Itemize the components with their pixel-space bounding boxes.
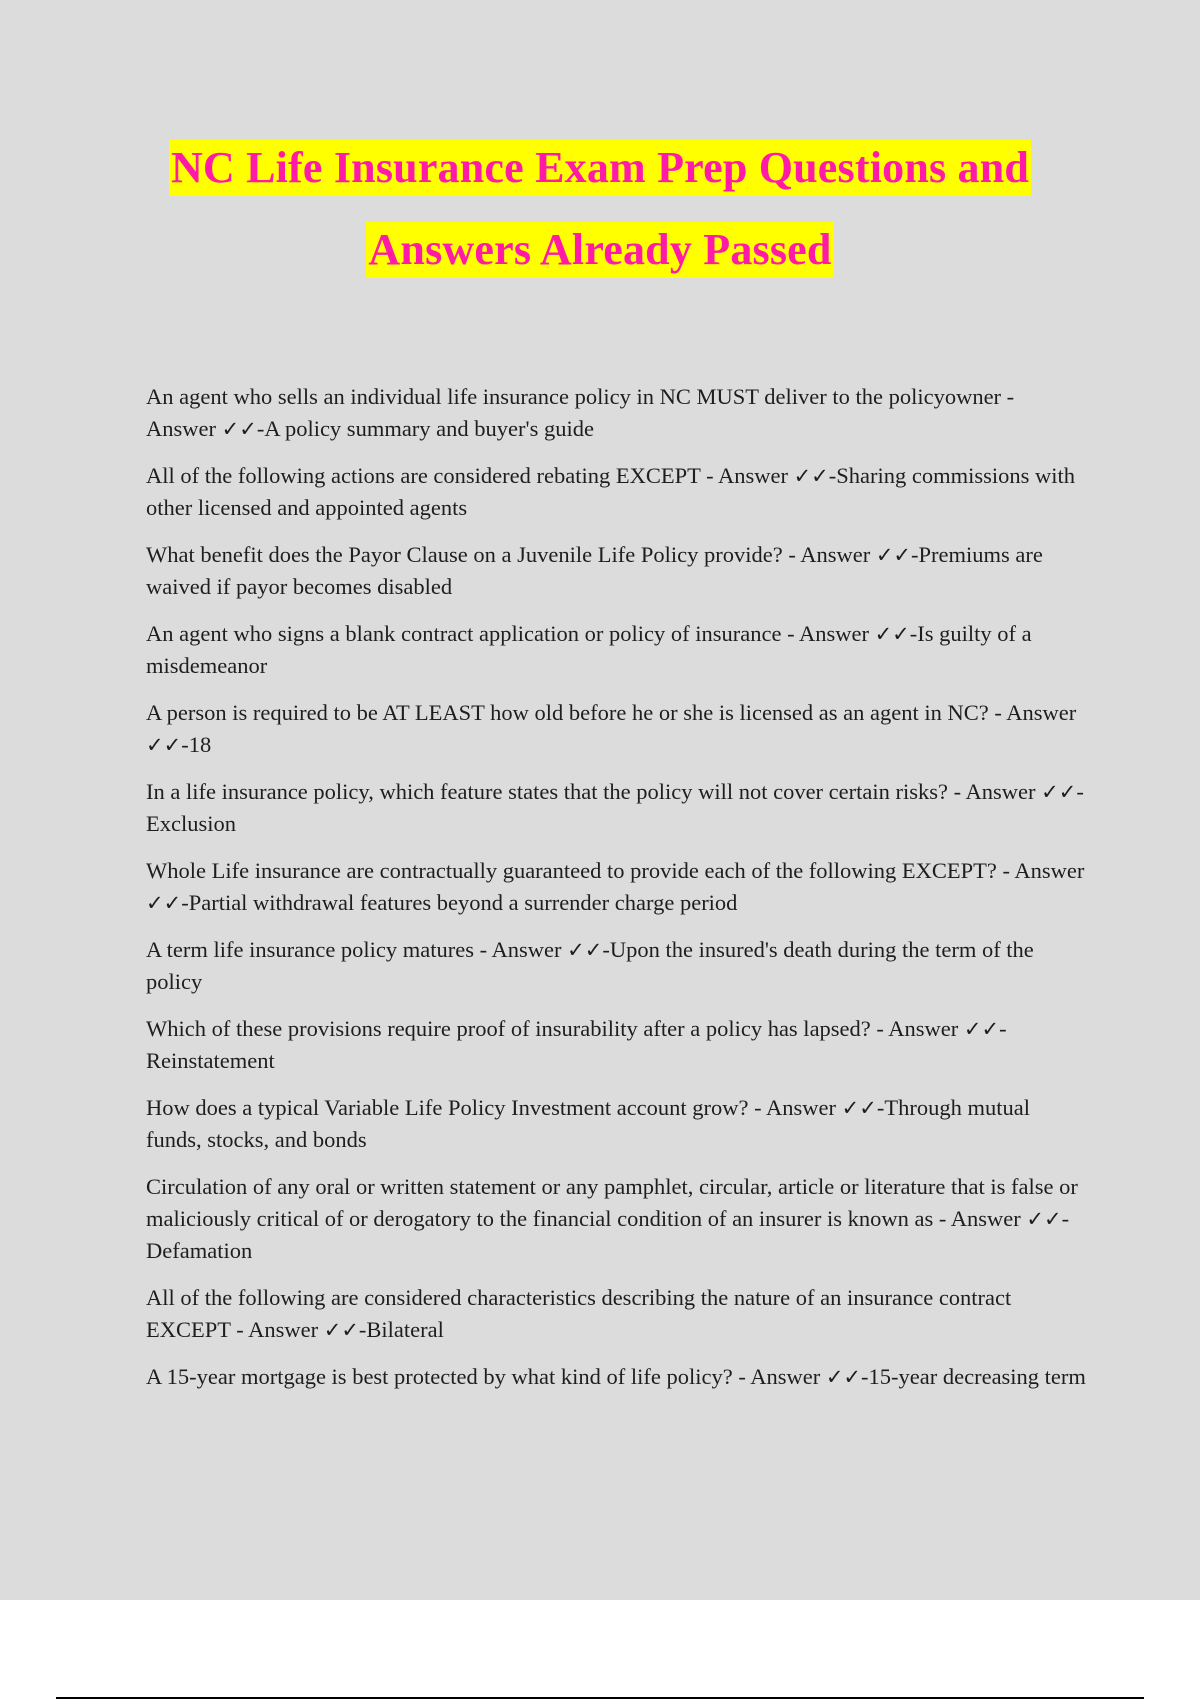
qa-item: In a life insurance policy, which feature states that the policy will not cover certain risks? - Answer ✓✓-Exclusion xyxy=(146,779,1084,836)
qa-item: A person is required to be AT LEAST how old before he or she is licensed as an agent in NC? - Answer ✓✓-18 xyxy=(146,700,1077,757)
question-text: A 15-year mortgage is best protected by what kind of life policy? - xyxy=(146,1364,746,1389)
double-check-icon: ✓✓ xyxy=(875,543,912,567)
qa-item: A term life insurance policy matures - Answer ✓✓-Upon the insured's death during the term of the policy xyxy=(146,937,1034,994)
double-check-icon: ✓✓ xyxy=(1026,1207,1062,1231)
question-text: Circulation of any oral or written statement or any pamphlet, circular, article or literature that is false or maliciously critical of or derogatory to the financial condition of an insurer is known as - xyxy=(146,1174,1078,1231)
answer-text: Exclusion xyxy=(146,811,236,836)
double-check-icon: ✓✓ xyxy=(146,733,182,757)
answer-label: Answer xyxy=(888,1016,959,1041)
question-text: Whole Life insurance are contractually guaranteed to provide each of the following EXCEPT? - xyxy=(146,858,1011,883)
double-check-icon: ✓✓ xyxy=(1041,780,1077,804)
answer-text: 15-year decreasing term xyxy=(868,1364,1086,1389)
answer-label: Answer xyxy=(798,621,869,646)
answer-text: Bilateral xyxy=(366,1317,444,1342)
answer-label: Answer xyxy=(950,1206,1021,1231)
qa-item: Circulation of any oral or written statement or any pamphlet, circular, article or literature that is false or maliciously critical of or derogatory to the financial condition of an insurer is known as - Answer ✓✓-Defamation xyxy=(146,1174,1078,1263)
answer-label: Answer xyxy=(717,463,788,488)
qa-item: Whole Life insurance are contractually guaranteed to provide each of the following EXCEPT? - Answer ✓✓-Partial withdrawal features beyond a surrender charge period xyxy=(146,858,1085,915)
answer-text: Upon the insured's death during the term of the policy xyxy=(146,937,1034,994)
question-text: All of the following actions are considered rebating EXCEPT - xyxy=(146,463,714,488)
answer-text: A policy summary and buyer's guide xyxy=(264,416,594,441)
answer-text: Reinstatement xyxy=(146,1048,275,1073)
double-check-icon: ✓✓ xyxy=(567,938,603,962)
footer-divider xyxy=(56,1697,1144,1699)
title-line-2: Answers Already Passed xyxy=(366,222,833,278)
qa-item: All of the following actions are considered rebating EXCEPT - Answer ✓✓-Sharing commissions with other licensed and appointed agents xyxy=(146,463,1076,520)
question-answer-list xyxy=(146,381,1086,1408)
answer-label: Answer xyxy=(1014,858,1085,883)
answer-label: Answer xyxy=(750,1364,821,1389)
double-check-icon: ✓✓ xyxy=(841,1096,877,1120)
answer-label: Answer xyxy=(491,937,562,962)
double-check-icon: ✓✓ xyxy=(793,464,829,488)
qa-item: Which of these provisions require proof of insurability after a policy has lapsed? - Answer ✓✓-Reinstatement xyxy=(146,1016,1007,1073)
double-check-icon: ✓✓ xyxy=(221,417,257,441)
answer-label: Answer xyxy=(766,1095,837,1120)
answer-label: Answer xyxy=(248,1317,319,1342)
double-check-icon: ✓✓ xyxy=(825,1365,862,1389)
qa-item: An agent who sells an individual life insurance policy in NC MUST deliver to the policyowner - Answer ✓✓-A policy summary and buyer's guide xyxy=(146,384,1015,441)
question-text: All of the following are considered characteristics describing the nature of an insurance contract EXCEPT - xyxy=(146,1285,1012,1342)
answer-text: Is guilty of a misdemeanor xyxy=(146,621,1032,678)
answer-label: Answer xyxy=(965,779,1036,804)
question-text: A term life insurance policy matures - xyxy=(146,937,488,962)
double-check-icon: ✓✓ xyxy=(874,622,910,646)
question-text: An agent who sells an individual life insurance policy in NC MUST deliver to the policyowner - xyxy=(146,384,1015,409)
question-text: What benefit does the Payor Clause on a Juvenile Life Policy provide? - xyxy=(146,542,796,567)
answer-label: Answer xyxy=(800,542,871,567)
page-title xyxy=(0,140,1200,304)
qa-item: All of the following are considered characteristics describing the nature of an insurance contract EXCEPT - Answer ✓✓-Bilateral xyxy=(146,1285,1012,1342)
double-check-icon: ✓✓ xyxy=(323,1318,359,1342)
answer-text: Sharing commissions with other licensed and appointed agents xyxy=(146,463,1076,520)
double-check-icon: ✓✓ xyxy=(146,891,182,915)
qa-item: What benefit does the Payor Clause on a Juvenile Life Policy provide? - Answer ✓✓-Premiums are waived if payor becomes disabled xyxy=(146,542,1043,599)
qa-item: A 15-year mortgage is best protected by what kind of life policy? - Answer ✓✓-15-year decreasing term xyxy=(146,1364,1086,1389)
answer-text: Premiums are waived if payor becomes disabled xyxy=(146,542,1043,599)
question-text: In a life insurance policy, which feature states that the policy will not cover certain risks? - xyxy=(146,779,962,804)
answer-label: Answer xyxy=(1006,700,1077,725)
qa-item: An agent who signs a blank contract application or policy of insurance - Answer ✓✓-Is guilty of a misdemeanor xyxy=(146,621,1032,678)
question-text: A person is required to be AT LEAST how old before he or she is licensed as an agent in NC? - xyxy=(146,700,1002,725)
qa-item: How does a typical Variable Life Policy Investment account grow? - Answer ✓✓-Through mutual funds, stocks, and bonds xyxy=(146,1095,1030,1152)
answer-label: Answer xyxy=(146,416,216,441)
answer-text: 18 xyxy=(188,732,212,757)
question-text: Which of these provisions require proof of insurability after a policy has lapsed? - xyxy=(146,1016,884,1041)
double-check-icon: ✓✓ xyxy=(963,1017,1000,1041)
question-text: An agent who signs a blank contract application or policy of insurance - xyxy=(146,621,795,646)
answer-text: Defamation xyxy=(146,1238,253,1263)
title-line-1: NC Life Insurance Exam Prep Questions and xyxy=(169,140,1031,196)
answer-text: Through mutual funds, stocks, and bonds xyxy=(146,1095,1030,1152)
question-text: How does a typical Variable Life Policy Investment account grow? - xyxy=(146,1095,762,1120)
answer-text: Partial withdrawal features beyond a surrender charge period xyxy=(188,890,738,915)
